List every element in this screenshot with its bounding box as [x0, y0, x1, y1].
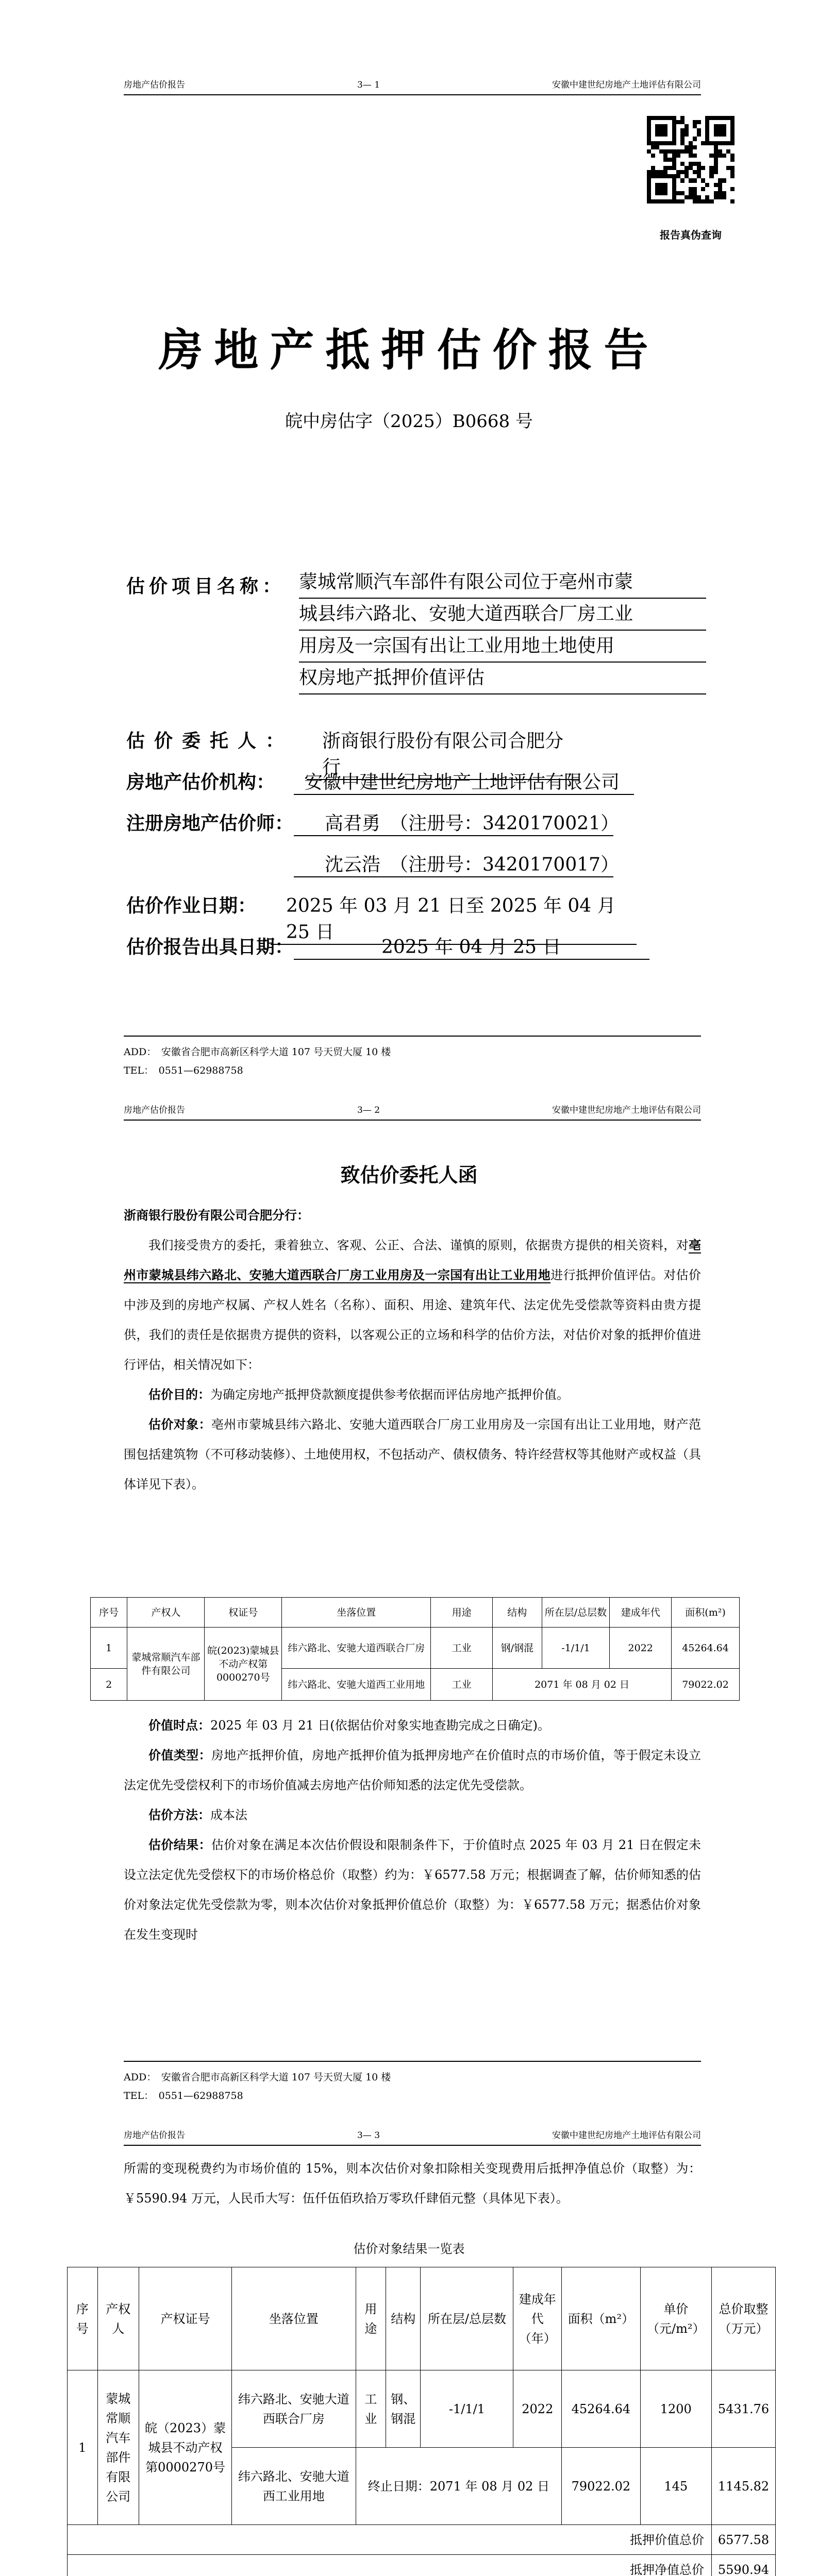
- issue-date: 2025 年 04 月 25 日: [294, 933, 649, 960]
- th-year: 建成年代: [610, 1598, 672, 1628]
- page-header-1: [124, 77, 701, 95]
- rth-loc: 坐落位置: [232, 2267, 356, 2370]
- purpose-para: 估价目的：为确定房地产抵押贷款额度提供参考依据而评估房地产抵押价值。: [148, 1387, 569, 1402]
- result-para: 估价结果：估价对象在满足本次估价假设和限制条件下，于价值时点 2025 年 03 月 21 日在假定未设立法定优先受偿权下的市场价格总价（取整）约为：￥6577.58 万元；根据调查了解，估价师知悉的估价对象法定优先受偿款为零，则本次估价对象抵押价值总价（取整）为：￥6577.58 万元；据悉估价对象在发生变现时: [124, 1837, 701, 1942]
- footer-tel: TEL： 0551—62988758: [124, 2090, 243, 2102]
- appraiser-1: 高君勇 （注册号：3420170021）: [294, 809, 613, 836]
- th-floor: 所在层/总层数: [542, 1598, 610, 1628]
- client-name: 浙商银行股份有限公司合肥分行: [307, 726, 580, 780]
- page-header-3: [124, 2128, 701, 2146]
- work-date: 2025 年 03 月 21 日至 2025 年 04 月 25 日: [271, 891, 637, 945]
- project-line-4: 权房地产抵押价值评估: [299, 663, 706, 694]
- rth-cert: 产权证号: [139, 2267, 232, 2370]
- footer-tel: TEL： 0551—62988758: [124, 1065, 243, 1076]
- rth-use: 用途: [356, 2267, 386, 2370]
- letter-body-1: [124, 1200, 701, 1499]
- th-area: 面积(m²): [672, 1598, 740, 1628]
- table-row: 1 蒙城常顺汽车部件有限公司 皖（2023）蒙城县不动产权第0000270号 纬六路北、安驰大道西联合厂房 工业 钢、钢混 -1/1/1 2022 45264.64 1200 5431.76: [68, 2370, 776, 2448]
- header-left: 房地产估价报告: [124, 1105, 185, 1115]
- header-page: 3— 2: [357, 1105, 380, 1115]
- page-footer-2: [124, 2061, 701, 2105]
- th-loc: 坐落位置: [282, 1598, 431, 1628]
- report-title: 房地产抵押估价报告: [158, 324, 660, 376]
- rth-no: 序号: [68, 2267, 98, 2370]
- th-no: 序号: [91, 1598, 127, 1628]
- result-table: [67, 2267, 776, 2576]
- object-table: [90, 1597, 740, 1701]
- appraiser-2: 沈云浩 （注册号：3420170017）: [294, 850, 613, 877]
- valuedate-para: 价值时点：2025 年 03 月 21 日(依据估价对象实地查勘完成之日确定)。: [148, 1718, 550, 1733]
- agency-label: 房地产估价机构：: [126, 771, 275, 793]
- header-left: 房地产估价报告: [124, 2130, 185, 2141]
- project-label: 估价项目名称：: [126, 575, 286, 597]
- header-right: 安徽中建世纪房地产土地评估有限公司: [552, 2130, 701, 2141]
- rth-year: 建成年代（年）: [513, 2267, 562, 2370]
- letter-title: 致估价委托人函: [340, 1163, 478, 1187]
- result-table-caption: 估价对象结果一览表: [353, 2242, 465, 2256]
- footer-addr: ADD： 安徽省合肥市高新区科学大道 107 号天贸大厦 10 楼: [124, 2072, 391, 2083]
- report-number: 皖中房估字（2025）B0668 号: [285, 411, 533, 432]
- page-header-2: [124, 1103, 701, 1121]
- result-para-cont: 所需的变现税费约为市场价值的 15%，则本次估价对象扣除相关变现费用后抵押净值总价（取整）为：￥5590.94 万元，人民币大写：伍仟伍佰玖拾万零玖仟肆佰元整（具体见下表）。: [124, 2161, 701, 2206]
- salutation: 浙商银行股份有限公司合肥分行：: [124, 1208, 309, 1223]
- rth-area: 面积（m²）: [562, 2267, 640, 2370]
- work-date-label: 估价作业日期：: [126, 895, 257, 917]
- header-page: 3— 3: [357, 2130, 380, 2141]
- appraiser-label: 注册房地产估价师：: [126, 812, 294, 834]
- rth-struct: 结构: [386, 2267, 421, 2370]
- project-line-1: 蒙城常顺汽车部件有限公司位于亳州市蒙: [299, 567, 706, 599]
- agency-name: 安徽中建世纪房地产土地评估有限公司: [294, 768, 634, 795]
- header-right: 安徽中建世纪房地产土地评估有限公司: [552, 1105, 701, 1115]
- rth-floor: 所在层/总层数: [421, 2267, 513, 2370]
- page-footer-1: [124, 1036, 701, 1080]
- qr-code-icon[interactable]: [647, 116, 734, 204]
- th-use: 用途: [431, 1598, 493, 1628]
- result-continued: [124, 2154, 701, 2213]
- issue-date-label: 估价报告出具日期：: [126, 936, 294, 958]
- table-row: 1 蒙城常顺汽车部件有限公司 皖(2023)蒙城县不动产权第0000270号 纬六路北、安驰大道西联合厂房 工业 钢/钢混 -1/1/1 2022 45264.64: [91, 1628, 740, 1669]
- cert-cell: 皖(2023)蒙城县不动产权第0000270号: [205, 1628, 282, 1701]
- project-line-2: 城县纬六路北、安驰大道西联合厂房工业: [299, 599, 706, 631]
- owner-cell: 蒙城常顺汽车部件有限公司: [127, 1628, 205, 1701]
- method-para: 估价方法：成本法: [148, 1807, 247, 1822]
- th-cert: 权证号: [205, 1598, 282, 1628]
- letter-para-1: 我们接受贵方的委托，秉着独立、客观、公正、合法、谨慎的原则，依据贵方提供的相关资料，对亳州市蒙城县纬六路北、安驰大道西联合厂房工业用房及一宗国有出让工业用地进行抵押价值评估。对估价中涉及到的房地产权属、产权人姓名（名称）、面积、用途、建筑年代、法定优先受偿款等资料由贵方提供，我们的责任是依据贵方提供的资料，以客观公正的立场和科学的估价方法，对估价对象的抵押价值进行评估，相关情况如下：: [124, 1238, 702, 1372]
- table-row: 2 纬六路北、安驰大道西工业用地 工业 2071 年 08 月 02 日 79022.02: [91, 1669, 740, 1701]
- client-label: 估价委托人：: [126, 730, 294, 752]
- header-left: 房地产估价报告: [124, 80, 185, 90]
- rth-owner: 产权人: [97, 2267, 139, 2370]
- object-para: 估价对象：亳州市蒙城县纬六路北、安驰大道西联合厂房工业用房及一宗国有出让工业用地，财产范围包括建筑物（不可移动装修）、土地使用权，不包括动产、债权债务、特许经营权等其他财产或权益（具体详见下表）。: [124, 1417, 702, 1492]
- th-struct: 结构: [493, 1598, 542, 1628]
- header-page: 3— 1: [357, 80, 380, 90]
- rth-total: 总价取整（万元）: [712, 2267, 776, 2370]
- project-line-3: 用房及一宗国有出让工业用地土地使用: [299, 631, 706, 663]
- header-right: 安徽中建世纪房地产土地评估有限公司: [552, 80, 701, 90]
- table-row: 纬六路北、安驰大道西工业用地 终止日期：2071 年 08 月 02 日 79022.02 145 1145.82: [68, 2448, 776, 2525]
- letter-body-2: [124, 1710, 701, 1950]
- qr-caption: 报告真伪查询: [660, 229, 722, 241]
- sum-row: 抵押价值总价 6577.58: [68, 2525, 776, 2555]
- rth-price: 单价（元/m²）: [640, 2267, 712, 2370]
- footer-addr: ADD： 安徽省合肥市高新区科学大道 107 号天贸大厦 10 楼: [124, 1046, 391, 1058]
- type-para: 价值类型：房地产抵押价值，房地产抵押价值为抵押房地产在价值时点的市场价值，等于假定未设立法定优先受偿权利下的市场价值减去房地产估价师知悉的法定优先受偿款。: [124, 1748, 702, 1792]
- sum-row: 抵押净值总价 5590.94: [68, 2555, 776, 2576]
- th-owner: 产权人: [127, 1598, 205, 1628]
